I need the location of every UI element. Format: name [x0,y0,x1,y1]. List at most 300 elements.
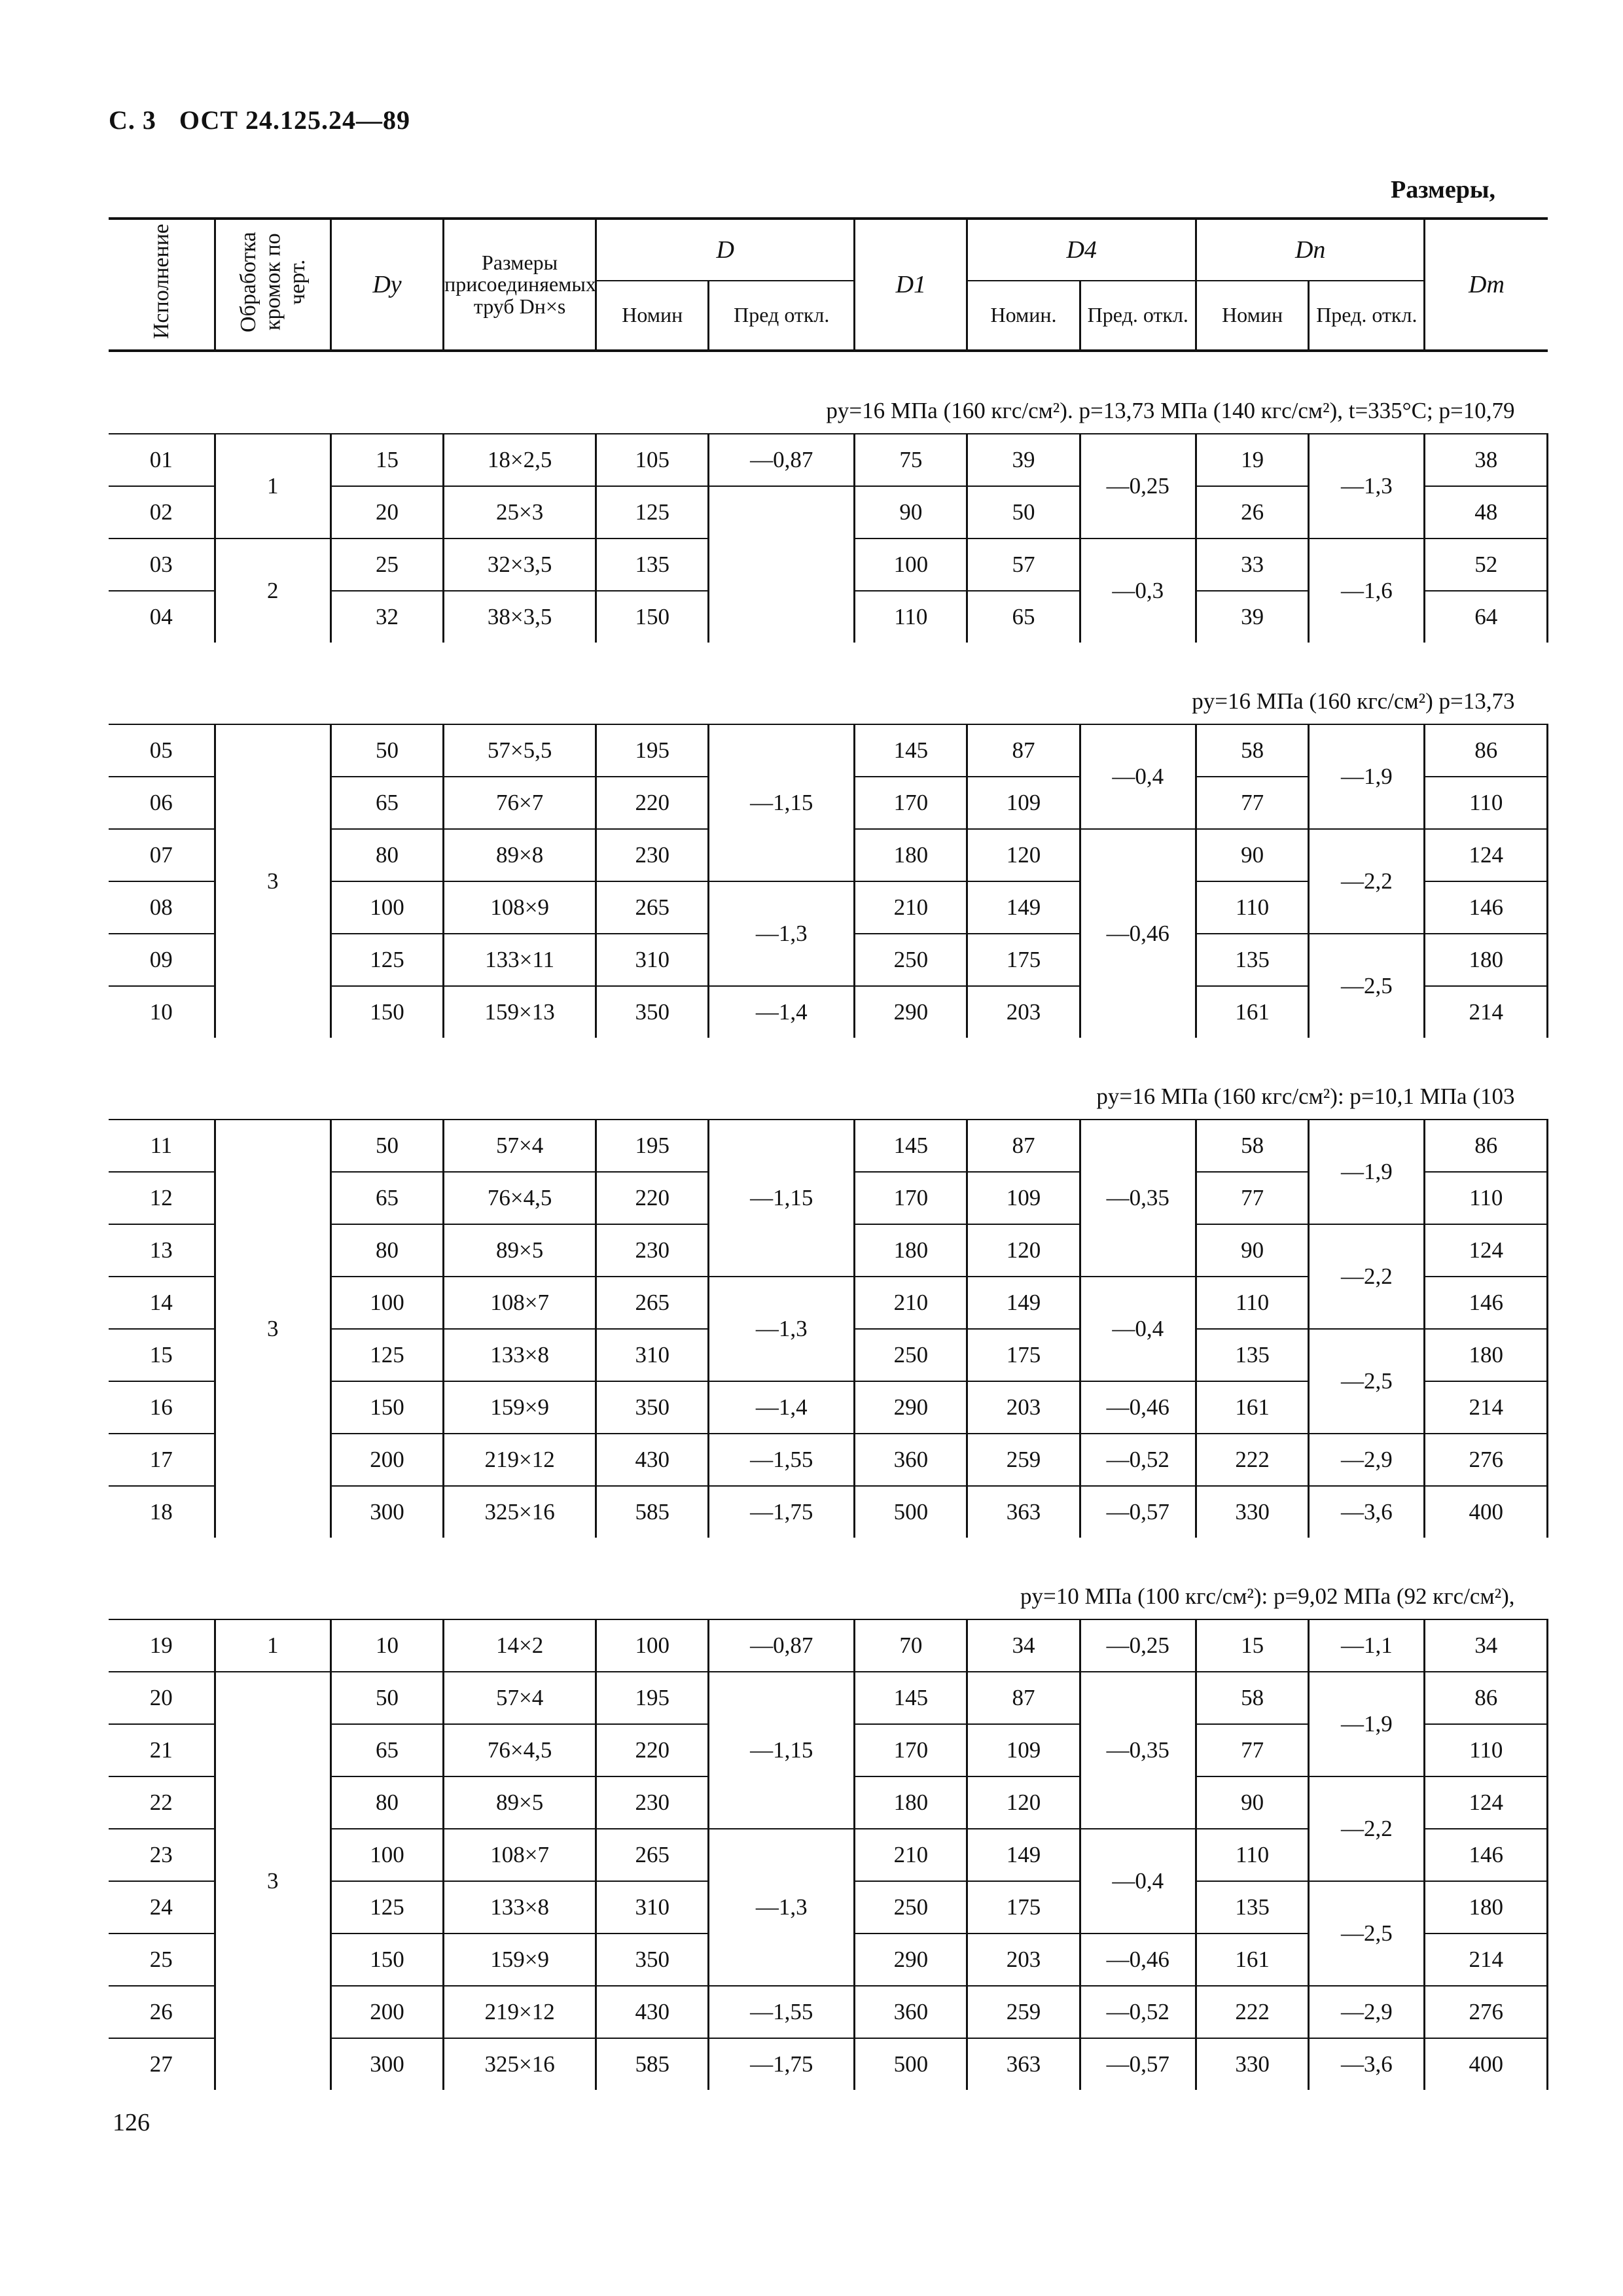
table-cell: 135 [596,539,709,591]
table-cell: 14 [109,1277,215,1329]
table-cell: 350 [596,1381,709,1434]
table-cell: 58 [1196,724,1308,777]
table-cell: 290 [855,1381,967,1434]
table-cell: 200 [330,1986,443,2038]
table-cell: 250 [855,934,967,986]
table-cell: 34 [1425,1619,1548,1672]
table-cell: 26 [109,1986,215,2038]
table-cell: 50 [967,486,1080,539]
table-cell: 65 [330,1172,443,1224]
table-cell: —2,5 [1309,934,1425,1038]
table-cell: 300 [330,2038,443,2090]
table-cell: 175 [967,1881,1080,1934]
table-cell: 325×16 [444,1486,596,1538]
table-cell: 58 [1196,1120,1308,1172]
table-cell: 210 [855,1277,967,1329]
col-d4: D4 [967,219,1196,281]
table-cell: —1,4 [709,1381,855,1434]
table-cell: 180 [855,829,967,881]
table-cell: —1,4 [709,986,855,1038]
table-cell: 135 [1196,1329,1308,1381]
table-cell: 108×7 [444,1829,596,1881]
table-cell: 87 [967,1120,1080,1172]
table-cell: 108×9 [444,881,596,934]
table-cell: 146 [1425,881,1548,934]
table-cell: —0,87 [709,1619,855,1672]
table-cell: 57 [967,539,1080,591]
table-cell: 500 [855,2038,967,2090]
table-cell: 159×9 [444,1934,596,1986]
table-cell: 214 [1425,1381,1548,1434]
table-cell: —0,25 [1080,434,1196,539]
table-cell: 585 [596,1486,709,1538]
table-cell: 109 [967,1724,1080,1776]
table-cell: 203 [967,986,1080,1038]
table-cell: 145 [855,724,967,777]
table-row [109,1120,1548,1172]
table-cell: 32 [330,591,443,643]
table-cell: 57×4 [444,1120,596,1172]
table-cell: 27 [109,2038,215,2090]
table-cell: —0,57 [1080,2038,1196,2090]
table-cell: —2,2 [1309,1224,1425,1329]
table-cell: 265 [596,881,709,934]
table-row [109,1672,1548,1724]
table-cell: 89×5 [444,1224,596,1277]
table-cell: 230 [596,829,709,881]
table-cell: 430 [596,1986,709,2038]
table-cell: 16 [109,1381,215,1434]
col-d-pred: Пред откл. [709,281,855,351]
table-cell: 110 [1196,881,1308,934]
table-cell: —2,5 [1309,1881,1425,1986]
table-cell: 76×7 [444,777,596,829]
table-cell [709,486,855,643]
table-cell: 125 [330,934,443,986]
table-cell: 180 [855,1776,967,1829]
table-cell: 11 [109,1120,215,1172]
table-cell: 01 [109,434,215,486]
table-cell: 105 [596,434,709,486]
table-cell: 86 [1425,1120,1548,1172]
page-label: С. 3 [109,105,156,135]
table-cell: 52 [1425,539,1548,591]
table-cell: 150 [330,986,443,1038]
table-cell: 13 [109,1224,215,1277]
table-cell: 159×13 [444,986,596,1038]
table-cell: 20 [109,1672,215,1724]
table-cell: 25×3 [444,486,596,539]
table-cell: 89×8 [444,829,596,881]
table-cell: —0,25 [1080,1619,1196,1672]
table-cell: 3 [215,724,330,1038]
table-cell: 110 [1425,777,1548,829]
col-d1: D1 [855,219,967,351]
table-cell: 110 [1425,1172,1548,1224]
table-cell: 18 [109,1486,215,1538]
table-cell: —1,9 [1309,724,1425,829]
table-cell: 170 [855,777,967,829]
table-cell: 39 [1196,591,1308,643]
col-obrabotka: Обработка кромок по черт. [215,219,330,351]
table-cell: 230 [596,1776,709,1829]
table-cell: 22 [109,1776,215,1829]
table-cell: 33 [1196,539,1308,591]
standard-number: ОСТ 24.125.24—89 [179,105,411,135]
table-cell: 09 [109,934,215,986]
table-cell: 300 [330,1486,443,1538]
table-row [109,434,1548,486]
table-cell: 38 [1425,434,1548,486]
table-cell: 15 [1196,1619,1308,1672]
table-cell: —0,57 [1080,1486,1196,1538]
table-cell: 150 [596,591,709,643]
col-d4-nomin: Номин. [967,281,1080,351]
table-cell: 109 [967,1172,1080,1224]
table-cell: 90 [1196,829,1308,881]
table-cell: 159×9 [444,1381,596,1434]
section-caption: pу=16 МПа (160 кгс/см²): p=10,1 МПа (103 [1096,1084,1515,1109]
table-cell: 08 [109,881,215,934]
col-dn-pred: Пред. откл. [1309,281,1425,351]
table-cell: 170 [855,1724,967,1776]
table-cell: 50 [330,724,443,777]
table-cell: 05 [109,724,215,777]
table-cell: —1,3 [709,881,855,986]
table-cell: 265 [596,1277,709,1329]
table-cell: 161 [1196,986,1308,1038]
table-cell: 24 [109,1881,215,1934]
table-cell: —1,9 [1309,1672,1425,1776]
table-cell: 1 [215,1619,330,1672]
table-cell: 135 [1196,934,1308,986]
table-cell: 133×8 [444,1329,596,1381]
table-cell: 220 [596,1724,709,1776]
table-row [109,1619,1548,1672]
table-cell: —1,55 [709,1434,855,1486]
table-cell: —1,9 [1309,1120,1425,1224]
table-cell: 310 [596,1881,709,1934]
table-cell: 10 [330,1619,443,1672]
table-header [109,219,1548,351]
table-cell: 65 [967,591,1080,643]
table-cell: 2 [215,539,330,643]
table-cell: 149 [967,1277,1080,1329]
table-cell: 48 [1425,486,1548,539]
col-razmery: Размеры присоединяемых труб Dн×s [444,219,596,351]
table-cell: 86 [1425,724,1548,777]
table-cell: 100 [855,539,967,591]
table-cell: —1,15 [709,724,855,881]
table-cell: 06 [109,777,215,829]
section-caption: pу=16 МПа (160 кгс/см²). p=13,73 МПа (140 кгс/см²), t=335°C; p=10,79 [826,398,1515,423]
section-caption: pу=16 МПа (160 кгс/см²) p=13,73 [1192,688,1515,714]
col-d4-pred: Пред. откл. [1080,281,1196,351]
table-cell: 80 [330,1224,443,1277]
table-cell: —1,15 [709,1672,855,1829]
table-cell: 161 [1196,1381,1308,1434]
table-cell: 65 [330,777,443,829]
table-cell: 90 [1196,1776,1308,1829]
table-cell: 89×5 [444,1776,596,1829]
table-cell: 195 [596,1120,709,1172]
table-cell: 25 [109,1934,215,1986]
table-cell: 14×2 [444,1619,596,1672]
table-cell: 77 [1196,1172,1308,1224]
table-cell: 12 [109,1172,215,1224]
table-cell: 110 [1196,1277,1308,1329]
table-cell: 430 [596,1434,709,1486]
col-d: D [596,219,855,281]
col-dn: Dп [1196,219,1425,281]
table-cell: 3 [215,1120,330,1538]
table-row [109,724,1548,777]
table-cell: 80 [330,1776,443,1829]
table-cell: 57×4 [444,1672,596,1724]
table-cell: 3 [215,1672,330,2090]
table-cell: 03 [109,539,215,591]
table-cell: 220 [596,777,709,829]
table-cell: 39 [967,434,1080,486]
table-cell: 200 [330,1434,443,1486]
table-cell: 38×3,5 [444,591,596,643]
table-cell: 135 [1196,1881,1308,1934]
table-cell: 77 [1196,1724,1308,1776]
table-cell: —1,1 [1309,1619,1425,1672]
table-cell: 77 [1196,777,1308,829]
table-cell: 23 [109,1829,215,1881]
table-cell: 120 [967,829,1080,881]
table-cell: —0,35 [1080,1672,1196,1829]
table-cell: 75 [855,434,967,486]
table-cell: 87 [967,1672,1080,1724]
table-cell: 76×4,5 [444,1172,596,1224]
table-cell: 230 [596,1224,709,1277]
table-cell: —2,2 [1309,1776,1425,1881]
table-cell: 219×12 [444,1986,596,2038]
table-cell: 76×4,5 [444,1724,596,1776]
table-cell: 110 [1196,1829,1308,1881]
table-cell: 220 [596,1172,709,1224]
col-dy: Dу [330,219,443,351]
table-cell: 290 [855,986,967,1038]
table-cell: —2,9 [1309,1434,1425,1486]
table-cell: 110 [1425,1724,1548,1776]
table-cell: 133×11 [444,934,596,986]
table-cell: —1,55 [709,1986,855,2038]
table-cell: —0,4 [1080,1829,1196,1934]
table-cell: 222 [1196,1434,1308,1486]
section-caption: pу=10 МПа (100 кгс/см²): p=9,02 МПа (92 кгс/см²), [1020,1583,1515,1609]
table-cell: 15 [330,434,443,486]
table-cell: 363 [967,2038,1080,2090]
table-cell: 585 [596,2038,709,2090]
table-cell: —0,52 [1080,1986,1196,2038]
table-cell: —0,3 [1080,539,1196,643]
table-cell: 175 [967,1329,1080,1381]
table-cell: 100 [330,1829,443,1881]
table-cell: 120 [967,1776,1080,1829]
table-cell: —1,3 [709,1829,855,1986]
table-cell: 80 [330,829,443,881]
table-cell: 17 [109,1434,215,1486]
table-cell: 19 [109,1619,215,1672]
table-cell: 19 [1196,434,1308,486]
table-cell: 50 [330,1672,443,1724]
table-cell: —3,6 [1309,1486,1425,1538]
table-cell: —2,9 [1309,1986,1425,2038]
table-cell: —1,6 [1309,539,1425,643]
table-cell: 310 [596,1329,709,1381]
table-cell: —0,52 [1080,1434,1196,1486]
table-cell: 195 [596,724,709,777]
table-cell: 58 [1196,1672,1308,1724]
sizes-label: Размеры, [1391,176,1495,203]
table-cell: 214 [1425,1934,1548,1986]
table-cell: 180 [1425,1881,1548,1934]
table-cell: 330 [1196,2038,1308,2090]
table-cell: 500 [855,1486,967,1538]
table-cell: 325×16 [444,2038,596,2090]
table-cell: 149 [967,1829,1080,1881]
table-cell: 146 [1425,1277,1548,1329]
table-cell: —1,75 [709,1486,855,1538]
table-cell: 210 [855,1829,967,1881]
page-number: 126 [113,2109,150,2136]
table-cell: 90 [855,486,967,539]
table-cell: —1,75 [709,2038,855,2090]
table-cell: —0,4 [1080,724,1196,829]
table-cell: 57×5,5 [444,724,596,777]
table-cell: 363 [967,1486,1080,1538]
table-cell: 170 [855,1172,967,1224]
table-cell: —0,35 [1080,1120,1196,1277]
table-cell: 64 [1425,591,1548,643]
table-cell: 100 [330,1277,443,1329]
table-cell: 125 [330,1329,443,1381]
col-dn-nomin: Номин [1196,281,1308,351]
table-cell: 250 [855,1329,967,1381]
table-cell: 124 [1425,1224,1548,1277]
table-cell: 259 [967,1986,1080,2038]
table-cell: 276 [1425,1986,1548,2038]
table-cell: 350 [596,1934,709,1986]
table-cell: —0,46 [1080,1381,1196,1434]
table-cell: 150 [330,1934,443,1986]
table-cell: 125 [330,1881,443,1934]
col-d-nomin: Номин [596,281,709,351]
table-cell: 32×3,5 [444,539,596,591]
table-cell: 195 [596,1672,709,1724]
table-cell: —2,5 [1309,1329,1425,1434]
table-cell: 100 [596,1619,709,1672]
table-cell: 145 [855,1672,967,1724]
table-cell: —1,3 [709,1277,855,1381]
table-cell: 203 [967,1934,1080,1986]
table-cell: 125 [596,486,709,539]
table-cell: 265 [596,1829,709,1881]
table-cell: 90 [1196,1224,1308,1277]
table-cell: 10 [109,986,215,1038]
table-cell: 310 [596,934,709,986]
table-cell: 145 [855,1120,967,1172]
table-cell: 21 [109,1724,215,1776]
table-body [109,351,1548,2090]
table-cell: 07 [109,829,215,881]
table-cell: 70 [855,1619,967,1672]
table-cell: 219×12 [444,1434,596,1486]
table-cell: 360 [855,1434,967,1486]
table-cell: 133×8 [444,1881,596,1934]
table-cell: 210 [855,881,967,934]
table-cell: 180 [1425,934,1548,986]
table-cell: 290 [855,1934,967,1986]
table-cell: 175 [967,934,1080,986]
table-cell: 161 [1196,1934,1308,1986]
table-cell: —3,6 [1309,2038,1425,2090]
col-dm: Dm [1425,219,1548,351]
table-cell: 203 [967,1381,1080,1434]
table-cell: 02 [109,486,215,539]
table-cell: 400 [1425,1486,1548,1538]
table-cell: 109 [967,777,1080,829]
table-cell: 149 [967,881,1080,934]
table-cell: —0,46 [1080,829,1196,1038]
table-cell: 330 [1196,1486,1308,1538]
table-cell: 400 [1425,2038,1548,2090]
table-cell: 34 [967,1619,1080,1672]
table-cell: 110 [855,591,967,643]
table-cell: —0,46 [1080,1934,1196,1986]
table-cell: 04 [109,591,215,643]
table-cell: 87 [967,724,1080,777]
col-ispolnenie: Исполнение [109,219,215,351]
table-cell: —1,3 [1309,434,1425,539]
table-cell: 120 [967,1224,1080,1277]
table-cell: 1 [215,434,330,539]
page-header [109,105,426,135]
table-cell: 180 [855,1224,967,1277]
table-cell: 222 [1196,1986,1308,2038]
table-cell: 50 [330,1120,443,1172]
table-cell: 276 [1425,1434,1548,1486]
table-cell: 259 [967,1434,1080,1486]
table-cell: 124 [1425,1776,1548,1829]
table-cell: 86 [1425,1672,1548,1724]
table-cell: 100 [330,881,443,934]
table-cell: —1,15 [709,1120,855,1277]
dimensions-table [109,217,1548,2090]
table-cell: —2,2 [1309,829,1425,934]
table-cell: 146 [1425,1829,1548,1881]
table-cell: 124 [1425,829,1548,881]
table-cell: 20 [330,486,443,539]
table-cell: 108×7 [444,1277,596,1329]
table-cell: 360 [855,1986,967,2038]
table-cell: —0,87 [709,434,855,486]
table-cell: 180 [1425,1329,1548,1381]
table-cell: 18×2,5 [444,434,596,486]
table-cell: 25 [330,539,443,591]
table-cell: 15 [109,1329,215,1381]
table-cell: 65 [330,1724,443,1776]
table-cell: 214 [1425,986,1548,1038]
table-cell: 150 [330,1381,443,1434]
table-cell: 26 [1196,486,1308,539]
table-cell: 350 [596,986,709,1038]
table-cell: 250 [855,1881,967,1934]
table-cell: —0,4 [1080,1277,1196,1381]
